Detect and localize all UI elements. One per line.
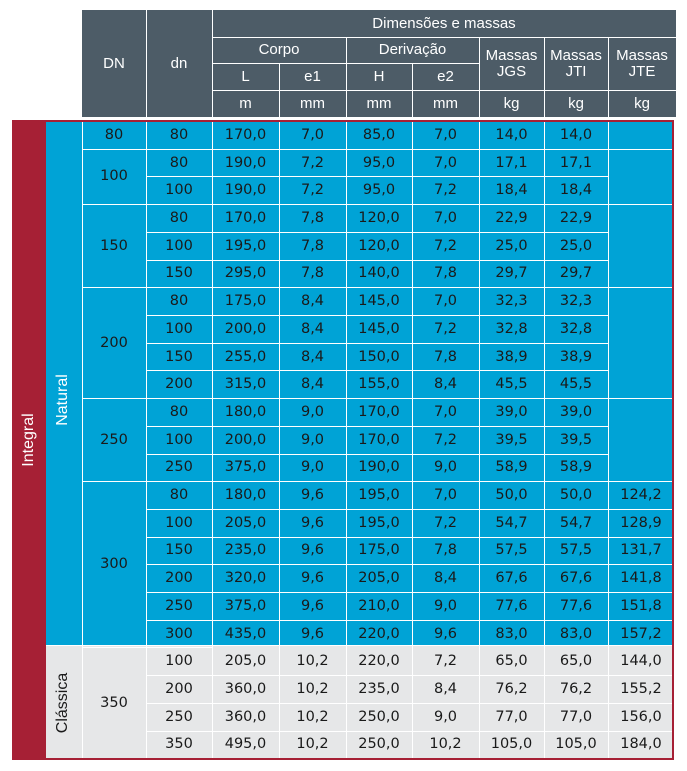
table-cell: 105,0 [555,736,597,753]
table-cell: 175,0 [358,542,400,559]
table-cell: 10,2 [296,653,329,670]
table-cell: 190,0 [224,154,267,171]
table-cell: 157,2 [620,625,662,642]
table-cell: 65,0 [495,653,528,670]
table-cell: 7,2 [433,653,458,670]
table-cell: 18,4 [495,182,528,199]
header-corpo: Corpo [212,37,346,63]
row-divider [146,176,608,177]
table-cell: 80 [169,403,189,420]
table-cell: 7,8 [433,542,458,559]
table-cell: 250,0 [358,708,400,725]
table-cell: 50,0 [495,487,528,504]
table-cell: 145,0 [358,320,400,337]
column-divider [146,120,147,760]
table-cell: 39,5 [559,431,593,448]
table-cell: 67,6 [495,570,528,587]
table-cell: 7,2 [433,320,458,337]
table-cell: 7,2 [300,182,325,199]
table-cell: 45,5 [495,376,528,393]
table-cell: 151,8 [620,597,662,614]
table-cell: 250 [165,708,193,725]
table-cell: 131,7 [620,542,662,559]
table-cell: 495,0 [224,736,267,753]
column-divider [412,120,413,760]
table-cell: 100 [165,514,193,531]
table-cell: 7,0 [433,126,458,143]
table-cell: 83,0 [559,625,593,642]
classica-label: Clássica [54,672,71,734]
table-cell: 205,0 [358,570,400,587]
table-cell: 18,4 [559,182,593,199]
table-cell: 320,0 [224,570,267,587]
table-cell: 14,0 [559,126,593,143]
header-col-l: L [212,63,279,90]
table-cell: 95,0 [362,154,396,171]
table-cell: 184,0 [620,736,662,753]
table-cell: 32,8 [559,320,593,337]
column-divider [479,120,480,760]
table-cell: 83,0 [495,625,528,642]
table-cell: 9,6 [300,625,325,642]
table-cell: 77,6 [495,597,528,614]
table-cell: 80 [169,487,189,504]
row-divider [146,703,674,704]
table-cell: 7,0 [433,293,458,310]
header-massas-jti: Massas JTI [544,37,608,90]
table-cell: 80 [169,154,189,171]
table-cell: 200 [165,681,193,698]
table-cell: 8,4 [433,681,458,698]
natural-label: Natural [54,374,71,426]
table-cell: 7,8 [433,265,458,282]
column-divider [279,120,280,760]
header-unit-l: m [212,90,279,117]
table-cell: 80 [169,293,189,310]
table-cell: 180,0 [224,403,267,420]
table-cell: 9,0 [433,708,458,725]
table-cell: 76,2 [559,681,593,698]
table-cell: 7,0 [433,487,458,504]
table-cell: 200 [165,570,193,587]
header-col-e1: e1 [279,63,346,90]
table-cell: 14,0 [495,126,528,143]
row-divider [146,564,674,565]
table-cell: 7,0 [433,403,458,420]
table-cell: 7,8 [433,348,458,365]
table-cell: 10,2 [296,708,329,725]
table-cell: 7,2 [300,154,325,171]
table-cell: 32,3 [495,293,528,310]
header-group: Dimensões e massas [212,10,676,37]
table-cell: 141,8 [620,570,662,587]
row-divider [146,454,608,455]
header-unit-jte: kg [608,90,676,117]
table-cell: 54,7 [559,514,593,531]
table-cell: 7,2 [433,182,458,199]
table-cell: 17,1 [559,154,593,171]
table-cell: 220,0 [358,653,400,670]
table-cell: 250,0 [358,736,400,753]
table-cell: 10,2 [429,736,462,753]
table-cell: 7,2 [433,431,458,448]
header-derivacao: Derivação [346,37,479,63]
table-cell: 235,0 [224,542,267,559]
group-dn: 200 [100,334,128,351]
table-cell: 7,0 [433,154,458,171]
table-cell: 120,0 [358,237,400,254]
table-cell: 29,7 [559,265,593,282]
table-cell: 10,2 [296,681,329,698]
row-divider [146,232,608,233]
table-cell: 150 [165,348,193,365]
table-cell: 190,0 [358,459,400,476]
table-cell: 29,7 [495,265,528,282]
header-col-e2: e2 [412,63,479,90]
table-cell: 9,6 [300,570,325,587]
table-cell: 200,0 [224,320,267,337]
table-cell: 300 [165,625,193,642]
table-cell: 7,0 [300,126,325,143]
group-dn: 80 [104,126,124,143]
table-cell: 7,0 [433,209,458,226]
table-cell: 190,0 [224,182,267,199]
table-cell: 25,0 [495,237,528,254]
group-dn: 350 [100,694,128,711]
table-cell: 180,0 [224,487,267,504]
row-divider [146,620,674,621]
table-cell: 200,0 [224,431,267,448]
table-cell: 150,0 [358,348,400,365]
table-cell: 39,0 [559,403,593,420]
header-unit-jgs: kg [479,90,544,117]
table-cell: 255,0 [224,348,267,365]
table-cell: 360,0 [224,708,267,725]
header-dn-small: dn [146,10,212,117]
table-cell: 205,0 [224,653,267,670]
table-cell: 22,9 [495,209,528,226]
table-cell: 100 [165,182,193,199]
table-cell: 38,9 [495,348,528,365]
table-cell: 145,0 [358,293,400,310]
table-cell: 175,0 [224,293,267,310]
header-unit-jti: kg [544,90,608,117]
table-cell: 100 [165,237,193,254]
table-cell: 140,0 [358,265,400,282]
row-divider [146,675,674,676]
table-cell: 144,0 [620,653,662,670]
row-divider [146,509,674,510]
table-cell: 9,0 [433,597,458,614]
group-dn: 100 [100,168,128,185]
header-massas-jte: Massas JTE [608,37,676,90]
column-divider [544,120,545,760]
table-cell: 77,6 [559,597,593,614]
table-cell: 200 [165,376,193,393]
column-divider [82,120,83,760]
table-cell: 120,0 [358,209,400,226]
table-cell: 360,0 [224,681,267,698]
table-cell: 9,6 [300,487,325,504]
row-divider [146,426,608,427]
table-cell: 9,0 [300,403,325,420]
table-cell: 39,0 [495,403,528,420]
table-cell: 8,4 [433,570,458,587]
table-cell: 100 [165,320,193,337]
table-cell: 77,0 [559,708,593,725]
column-divider [346,120,347,760]
table-cell: 195,0 [224,237,267,254]
table-cell: 9,6 [433,625,458,642]
row-divider [146,731,674,732]
table-cell: 9,6 [300,597,325,614]
table-cell: 170,0 [224,209,267,226]
table-cell: 150 [165,265,193,282]
table-cell: 375,0 [224,597,267,614]
row-divider [146,343,608,344]
table-cell: 100 [165,431,193,448]
header-col-h: H [346,63,412,90]
table-cell: 50,0 [559,487,593,504]
group-dn: 250 [100,431,128,448]
row-divider [146,315,608,316]
header-massas-jgs: Massas JGS [479,37,544,90]
table-cell: 235,0 [358,681,400,698]
table-cell: 9,6 [300,542,325,559]
table-cell: 22,9 [559,209,593,226]
header-dn: DN [82,10,146,117]
table-cell: 315,0 [224,376,267,393]
table-cell: 195,0 [358,514,400,531]
table-cell: 67,6 [559,570,593,587]
section-divider [46,645,674,646]
table-cell: 39,5 [495,431,528,448]
table-cell: 7,2 [433,237,458,254]
table-cell: 170,0 [358,431,400,448]
table-cell: 77,0 [495,708,528,725]
row-divider [146,370,608,371]
group-dn: 150 [100,237,128,254]
table-cell: 95,0 [362,182,396,199]
table-cell: 54,7 [495,514,528,531]
table-cell: 38,9 [559,348,593,365]
column-divider [212,120,213,760]
header-unit-h: mm [346,90,412,117]
jte-divider [608,481,674,482]
table-cell: 80 [169,126,189,143]
table-cell: 250 [165,459,193,476]
table-cell: 435,0 [224,625,267,642]
table-cell: 32,3 [559,293,593,310]
table-cell: 9,0 [300,459,325,476]
table-cell: 220,0 [358,625,400,642]
header-unit-e2: mm [412,90,479,117]
table-cell: 76,2 [495,681,528,698]
column-divider [608,120,609,760]
table-cell: 25,0 [559,237,593,254]
table-cell: 8,4 [300,293,325,310]
table-cell: 9,0 [433,459,458,476]
row-divider [146,260,608,261]
table-cell: 124,2 [620,487,662,504]
table-cell: 80 [169,209,189,226]
table-cell: 85,0 [362,126,396,143]
integral-label: Integral [20,413,37,467]
table-cell: 105,0 [490,736,533,753]
table-cell: 58,9 [495,459,528,476]
table-cell: 170,0 [358,403,400,420]
table-cell: 295,0 [224,265,267,282]
table-cell: 57,5 [559,542,593,559]
table-cell: 45,5 [559,376,593,393]
table-cell: 10,2 [296,736,329,753]
row-divider [146,537,674,538]
table-cell: 7,8 [300,209,325,226]
table-cell: 8,4 [300,348,325,365]
table-cell: 100 [165,653,193,670]
table-cell: 65,0 [559,653,593,670]
table-cell: 155,2 [620,681,662,698]
table-cell: 57,5 [495,542,528,559]
table-cell: 17,1 [495,154,528,171]
table-cell: 195,0 [358,487,400,504]
table-cell: 9,6 [300,514,325,531]
table-cell: 150 [165,542,193,559]
table-cell: 7,8 [300,265,325,282]
header-unit-e1: mm [279,90,346,117]
table-cell: 156,0 [620,708,662,725]
table-cell: 7,8 [300,237,325,254]
table-cell: 170,0 [224,126,267,143]
table-cell: 375,0 [224,459,267,476]
table-cell: 210,0 [358,597,400,614]
table-cell: 128,9 [620,514,662,531]
row-divider [146,592,674,593]
table-cell: 205,0 [224,514,267,531]
table-cell: 350 [165,736,193,753]
table-cell: 155,0 [358,376,400,393]
table-cell: 7,2 [433,514,458,531]
table-cell: 58,9 [559,459,593,476]
table-cell: 250 [165,597,193,614]
table-cell: 32,8 [495,320,528,337]
group-dn: 300 [100,556,128,573]
table-cell: 8,4 [300,376,325,393]
table-cell: 9,0 [300,431,325,448]
table-cell: 8,4 [433,376,458,393]
table-cell: 8,4 [300,320,325,337]
